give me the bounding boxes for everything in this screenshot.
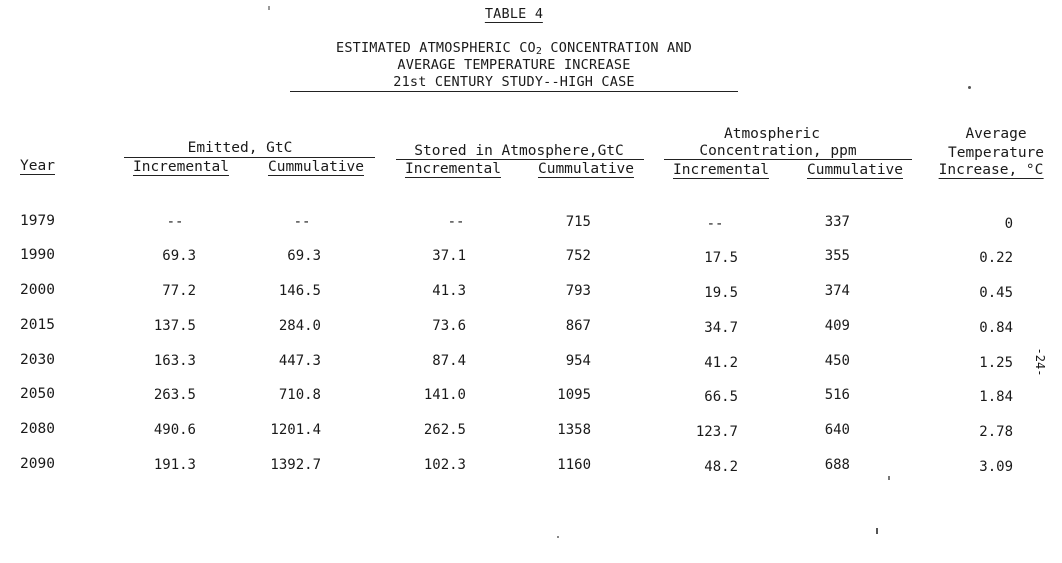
co-cum-cell: 355: [824, 248, 850, 264]
em-inc-cell: 77.2: [162, 283, 196, 299]
co-cum-cell: 450: [824, 353, 850, 369]
year-cell: 2090: [20, 456, 55, 472]
em-inc-cell: 69.3: [162, 248, 196, 264]
header-temperature-2: Temperature: [947, 145, 1045, 161]
em-cum-cell: 146.5: [278, 283, 321, 299]
header-stored-incremental: Incremental: [404, 161, 502, 177]
em-cum-cell: 69.3: [287, 248, 321, 264]
scan-speck: [968, 86, 971, 89]
header-temperature-1: Average: [965, 126, 1027, 142]
title-line-2: AVERAGE TEMPERATURE INCREASE: [397, 57, 631, 73]
concentration-rule: [664, 159, 912, 160]
st-inc-cell: 262.5: [423, 422, 466, 438]
scan-speck: [876, 528, 878, 534]
header-concentration-1: Atmospheric: [723, 126, 821, 142]
em-inc-cell: 163.3: [153, 353, 196, 369]
header-emitted-cumulative: Cummulative: [267, 159, 365, 175]
st-inc-cell: 37.1: [432, 248, 466, 264]
year-cell: 1979: [20, 213, 55, 229]
header-concentration-incremental: Incremental: [672, 162, 770, 178]
co-inc-cell: --: [706, 216, 724, 232]
em-cum-cell: 1392.7: [270, 457, 321, 473]
header-emitted-incremental: Incremental: [132, 159, 230, 175]
st-cum-cell: 715: [565, 214, 591, 230]
temp-cell: 2.78: [979, 424, 1013, 440]
co-inc-cell: 17.5: [704, 250, 738, 266]
st-cum-cell: 1160: [557, 457, 591, 473]
st-inc-cell: 102.3: [423, 457, 466, 473]
em-cum-cell: 1201.4: [270, 422, 321, 438]
title-line-1-post: CONCENTRATION AND: [542, 40, 693, 56]
st-cum-cell: 867: [565, 318, 591, 334]
year-cell: 2000: [20, 282, 55, 298]
scan-speck: [888, 476, 890, 480]
title-line-1-pre: ESTIMATED ATMOSPHERIC CO: [335, 40, 536, 56]
header-concentration-2: Concentration, ppm: [699, 143, 857, 159]
co-cum-cell: 374: [824, 283, 850, 299]
co-inc-cell: 66.5: [704, 389, 738, 405]
st-inc-cell: 73.6: [432, 318, 466, 334]
co-inc-cell: 48.2: [704, 459, 738, 475]
co-cum-cell: 516: [824, 387, 850, 403]
em-inc-cell: 490.6: [153, 422, 196, 438]
page-number: -24-: [1033, 347, 1047, 377]
em-inc-cell: 137.5: [153, 318, 196, 334]
st-inc-cell: 41.3: [432, 283, 466, 299]
temp-cell: 0.22: [979, 250, 1013, 266]
year-cell: 2080: [20, 421, 55, 437]
temp-cell: 1.84: [979, 389, 1013, 405]
year-cell: 2030: [20, 352, 55, 368]
year-cell: 1990: [20, 247, 55, 263]
co-inc-cell: 41.2: [704, 355, 738, 371]
em-cum-cell: --: [293, 214, 311, 230]
temp-cell: 0.84: [979, 320, 1013, 336]
co-inc-cell: 19.5: [704, 285, 738, 301]
st-cum-cell: 1358: [557, 422, 591, 438]
scan-speck: [268, 6, 270, 10]
st-inc-cell: 141.0: [423, 387, 466, 403]
year-cell: 2050: [20, 386, 55, 402]
st-cum-cell: 752: [565, 248, 591, 264]
scan-speck: [557, 536, 559, 538]
temp-cell: 1.25: [979, 355, 1013, 371]
co2-subscript: 2: [535, 46, 543, 57]
title-underline: [290, 91, 738, 92]
header-stored: Stored in Atmosphere,GtC: [414, 143, 624, 159]
header-concentration-cumulative: Cummulative: [806, 162, 904, 178]
em-cum-cell: 447.3: [278, 353, 321, 369]
co-inc-cell: 34.7: [704, 320, 738, 336]
emitted-rule: [124, 157, 375, 158]
em-inc-cell: 191.3: [153, 457, 196, 473]
header-stored-cumulative: Cummulative: [537, 161, 635, 177]
st-cum-cell: 793: [565, 283, 591, 299]
temp-cell: 0: [1004, 216, 1013, 232]
co-cum-cell: 409: [824, 318, 850, 334]
co-cum-cell: 337: [824, 214, 850, 230]
em-cum-cell: 284.0: [278, 318, 321, 334]
st-cum-cell: 954: [565, 353, 591, 369]
header-emitted: Emitted, GtC: [187, 140, 293, 156]
header-year: Year: [20, 158, 55, 174]
temp-cell: 3.09: [979, 459, 1013, 475]
stored-rule: [396, 159, 644, 160]
header-temperature-3: Increase, °C: [938, 162, 1044, 178]
year-cell: 2015: [20, 317, 55, 333]
st-cum-cell: 1095: [557, 387, 591, 403]
table-label: TABLE 4: [484, 6, 544, 22]
em-cum-cell: 710.8: [278, 387, 321, 403]
title-line-3: 21st CENTURY STUDY--HIGH CASE: [393, 74, 635, 90]
em-inc-cell: --: [166, 214, 184, 230]
co-inc-cell: 123.7: [695, 424, 738, 440]
st-inc-cell: --: [447, 214, 465, 230]
temp-cell: 0.45: [979, 285, 1013, 301]
co-cum-cell: 640: [824, 422, 850, 438]
st-inc-cell: 87.4: [432, 353, 466, 369]
co-cum-cell: 688: [824, 457, 850, 473]
em-inc-cell: 263.5: [153, 387, 196, 403]
title-line-1: [336, 40, 692, 57]
